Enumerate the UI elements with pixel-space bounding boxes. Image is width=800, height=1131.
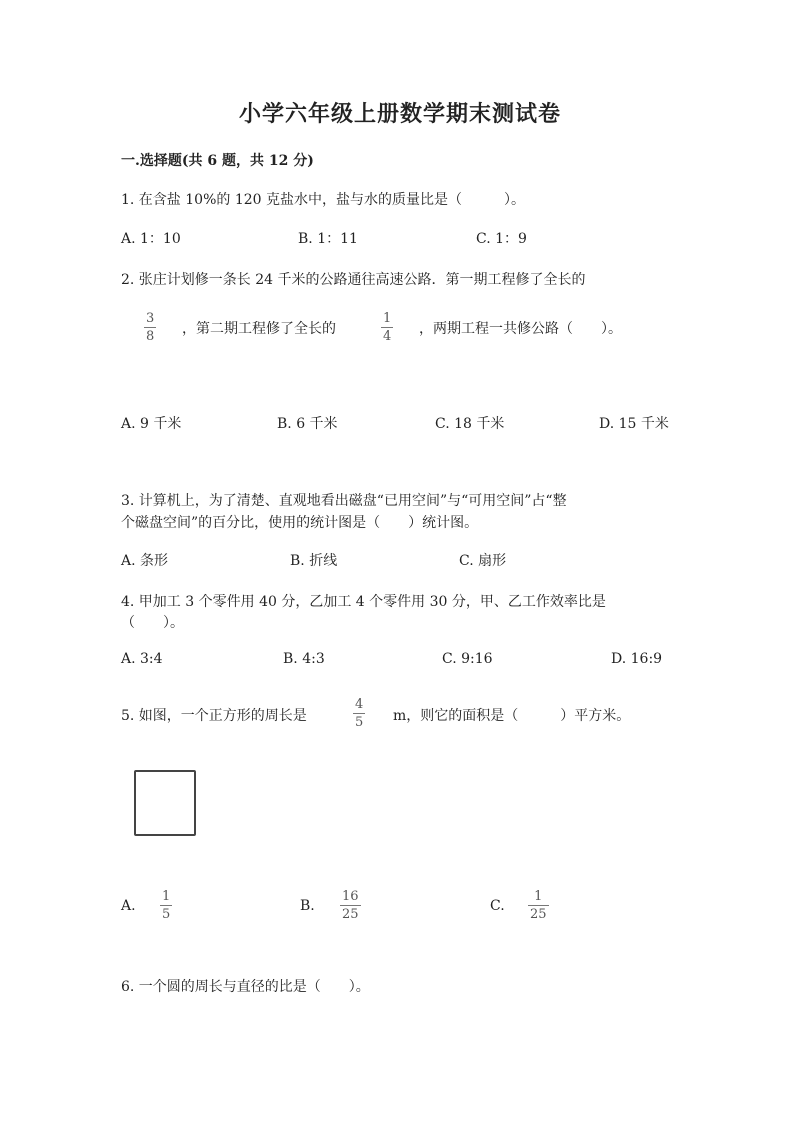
fraction-numerator: 1: [162, 889, 171, 904]
question-3-line-1: 3. 计算机上，为了清楚、直观地看出磁盘“已用空间”与“可用空间”占“整: [121, 493, 567, 509]
fraction-denominator: 25: [530, 907, 547, 922]
question-2-fraction-1: [144, 312, 156, 343]
fraction-denominator: 4: [383, 329, 392, 344]
page-title: 小学六年级上册数学期末测试卷: [238, 101, 561, 127]
question-2-middle-text: ，第二期工程修了全长的: [182, 321, 336, 337]
question-4-option-b[interactable]: B. 4:3: [283, 651, 325, 667]
question-5-option-a-label[interactable]: A.: [121, 898, 136, 914]
question-5-start-text: 5. 如图，一个正方形的周长是: [121, 708, 307, 724]
question-2-end-text: ，两期工程一共修公路（ ）。: [419, 321, 622, 337]
fraction-denominator: 5: [355, 715, 364, 730]
question-1-option-a[interactable]: A. 1：10: [121, 231, 181, 247]
square-figure: [134, 770, 196, 836]
question-3-option-c[interactable]: C. 扇形: [459, 553, 507, 569]
question-6-text: 6. 一个圆的周长与直径的比是（ ）。: [121, 979, 370, 995]
question-2-option-a[interactable]: A. 9 千米: [121, 416, 182, 432]
question-5-option-c-fraction[interactable]: [528, 890, 549, 921]
question-2-option-c[interactable]: C. 18 千米: [435, 416, 505, 432]
fraction-numerator: 1: [383, 311, 392, 326]
question-4-option-c[interactable]: C. 9:16: [442, 651, 493, 667]
question-1-text: 1. 在含盐 10%的 120 克盐水中，盐与水的质量比是（ ）。: [121, 192, 525, 208]
question-5-option-b-label[interactable]: B.: [300, 898, 315, 914]
question-2-option-b[interactable]: B. 6 千米: [277, 416, 338, 432]
fraction-denominator: 25: [342, 907, 359, 922]
question-4-option-d[interactable]: D. 16:9: [611, 651, 663, 667]
question-1-option-b[interactable]: B. 1：11: [298, 231, 358, 247]
question-2-line-1: 2. 张庄计划修一条长 24 千米的公路通往高速公路．第一期工程修了全长的: [121, 272, 586, 288]
question-5-option-b-fraction[interactable]: [340, 890, 361, 921]
question-5-end-text: m，则它的面积是（ ）平方米。: [393, 708, 631, 724]
fraction-numerator: 1: [534, 889, 543, 904]
fraction-denominator: 5: [162, 907, 171, 922]
fraction-numerator: 4: [355, 697, 364, 712]
question-3-option-b[interactable]: B. 折线: [290, 553, 338, 569]
question-4-option-a[interactable]: A. 3:4: [121, 651, 163, 667]
fraction-numerator: 3: [146, 311, 155, 326]
question-5-option-c-label[interactable]: C.: [490, 898, 505, 914]
section-heading: 一.选择题(共 6 题，共 12 分): [121, 153, 314, 169]
question-4-line-2: （ ）。: [121, 615, 184, 631]
fraction-denominator: 8: [146, 329, 155, 344]
question-2-option-d[interactable]: D. 15 千米: [599, 416, 669, 432]
question-5-option-a-fraction[interactable]: [160, 890, 172, 921]
question-3-line-2: 个磁盘空间”的百分比，使用的统计图是（ ）统计图。: [121, 515, 479, 531]
question-5-fraction: [353, 698, 365, 729]
question-2-fraction-2: [381, 312, 393, 343]
question-3-option-a[interactable]: A. 条形: [121, 553, 169, 569]
question-1-option-c[interactable]: C. 1：9: [476, 231, 527, 247]
question-4-line-1: 4. 甲加工 3 个零件用 40 分，乙加工 4 个零件用 30 分，甲、乙工作效率比是: [121, 594, 606, 610]
fraction-numerator: 16: [342, 889, 359, 904]
